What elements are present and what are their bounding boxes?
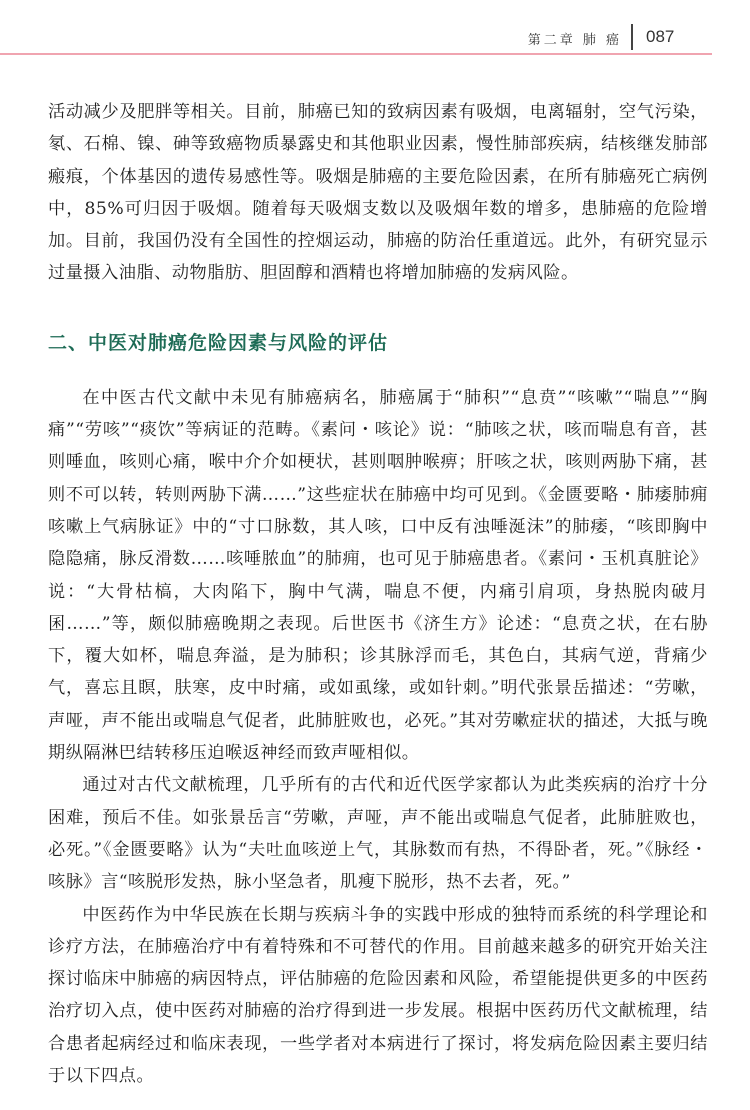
paragraph-prognosis: 通过对古代文献梳理，几乎所有的古代和近代医学家都认为此类疾病的治疗十分困难，预后不佳。如张景岳言“劳嗽，声哑，声不能出或喘息气促者，此肺脏败也，必死。”《金匮要略》认为“夫吐血咳逆上气，其脉数而有热，不得卧者，死。”《脉经・咳脉》言“咳脱形发热，脉小坚急者，肌瘦下脱形，热不去者，死。” xyxy=(48,775,708,893)
page-body xyxy=(48,96,708,1092)
paragraph-continued: 活动减少及肥胖等相关。目前，肺癌已知的致病因素有吸烟，电离辐射，空气污染，氡、石棉、镍、砷等致癌物质暴露史和其他职业因素，慢性肺部疾病，结核继发肺部瘢痕，个体基因的遗传易感性等。吸烟是肺癌的主要危险因素，在所有肺癌死亡病例中，85%可归因于吸烟。随着每天吸烟支数以及吸烟年数的增多，患肺癌的危险增加。目前，我国仍没有全国性的控烟运动，肺癌的防治任重道远。此外，有研究显示过量摄入油脂、动物脂肪、胆固醇和酒精也将增加肺癌的发病风险。 xyxy=(48,102,708,284)
header-divider xyxy=(631,24,633,50)
header-rule xyxy=(0,53,712,55)
chapter-title: 第二章 肺 癌 xyxy=(527,33,622,48)
paragraph-ancient-literature: 在中医古代文献中未见有肺癌病名，肺癌属于“肺积”“息贲”“咳嗽”“喘息”“胸痛”“劳咳”“痰饮”等病证的范畴。《素问・咳论》说：“肺咳之状，咳而喘息有音，甚则唾血，咳则心痛，喉中介介如梗状，甚则咽肿喉痹；肝咳之状，咳则两胁下痛，甚则不可以转，转则两胁下满……”这些症状在肺癌中均可见到。《金匮要略・肺痿肺痈咳嗽上气病脉证》中的“寸口脉数，其人咳，口中反有浊唾涎沫”的肺痿，“咳即胸中隐隐痛，脉反滑数……咳唾脓血”的肺痈，也可见于肺癌患者。《素问・玉机真脏论》说：“大骨枯槁，大肉陷下，胸中气满，喘息不便，内痛引肩项，身热脱肉破月囷……”等，颇似肺癌晚期之表现。后世医书《济生方》论述：“息贲之状，在右胁下，覆大如杯，喘息奔溢，是为肺积；诊其脉浮而毛，其色白，其病气逆，背痛少气，喜忘且瞑，肤寒，皮中时痛，或如虱缘，或如针刺。”明代张景岳描述：“劳嗽，声哑，声不能出或喘息气促者，此肺脏败也，必死。”其对劳嗽症状的描述，大抵与晚期纵隔淋巴结转移压迫喉返神经而致声哑相似。 xyxy=(48,387,708,764)
page-header xyxy=(0,0,750,60)
section-heading: 二、中医对肺癌危险因素与风险的评估 xyxy=(48,331,389,354)
page-number: 087 xyxy=(646,27,675,46)
paragraph-tcm-role: 中医药作为中华民族在长期与疾病斗争的实践中形成的独特而系统的科学理论和诊疗方法，在肺癌治疗中有着特殊和不可替代的作用。目前越来越多的研究开始关注探讨临床中肺癌的病因特点，评估肺癌的危险因素和风险，希望能提供更多的中医药治疗切入点，使中医药对肺癌的治疗得到进一步发展。根据中医药历代文献梳理，结合患者起病经过和临床表现，一些学者对本病进行了探讨，将发病危险因素主要归结于以下四点。 xyxy=(48,904,708,1087)
